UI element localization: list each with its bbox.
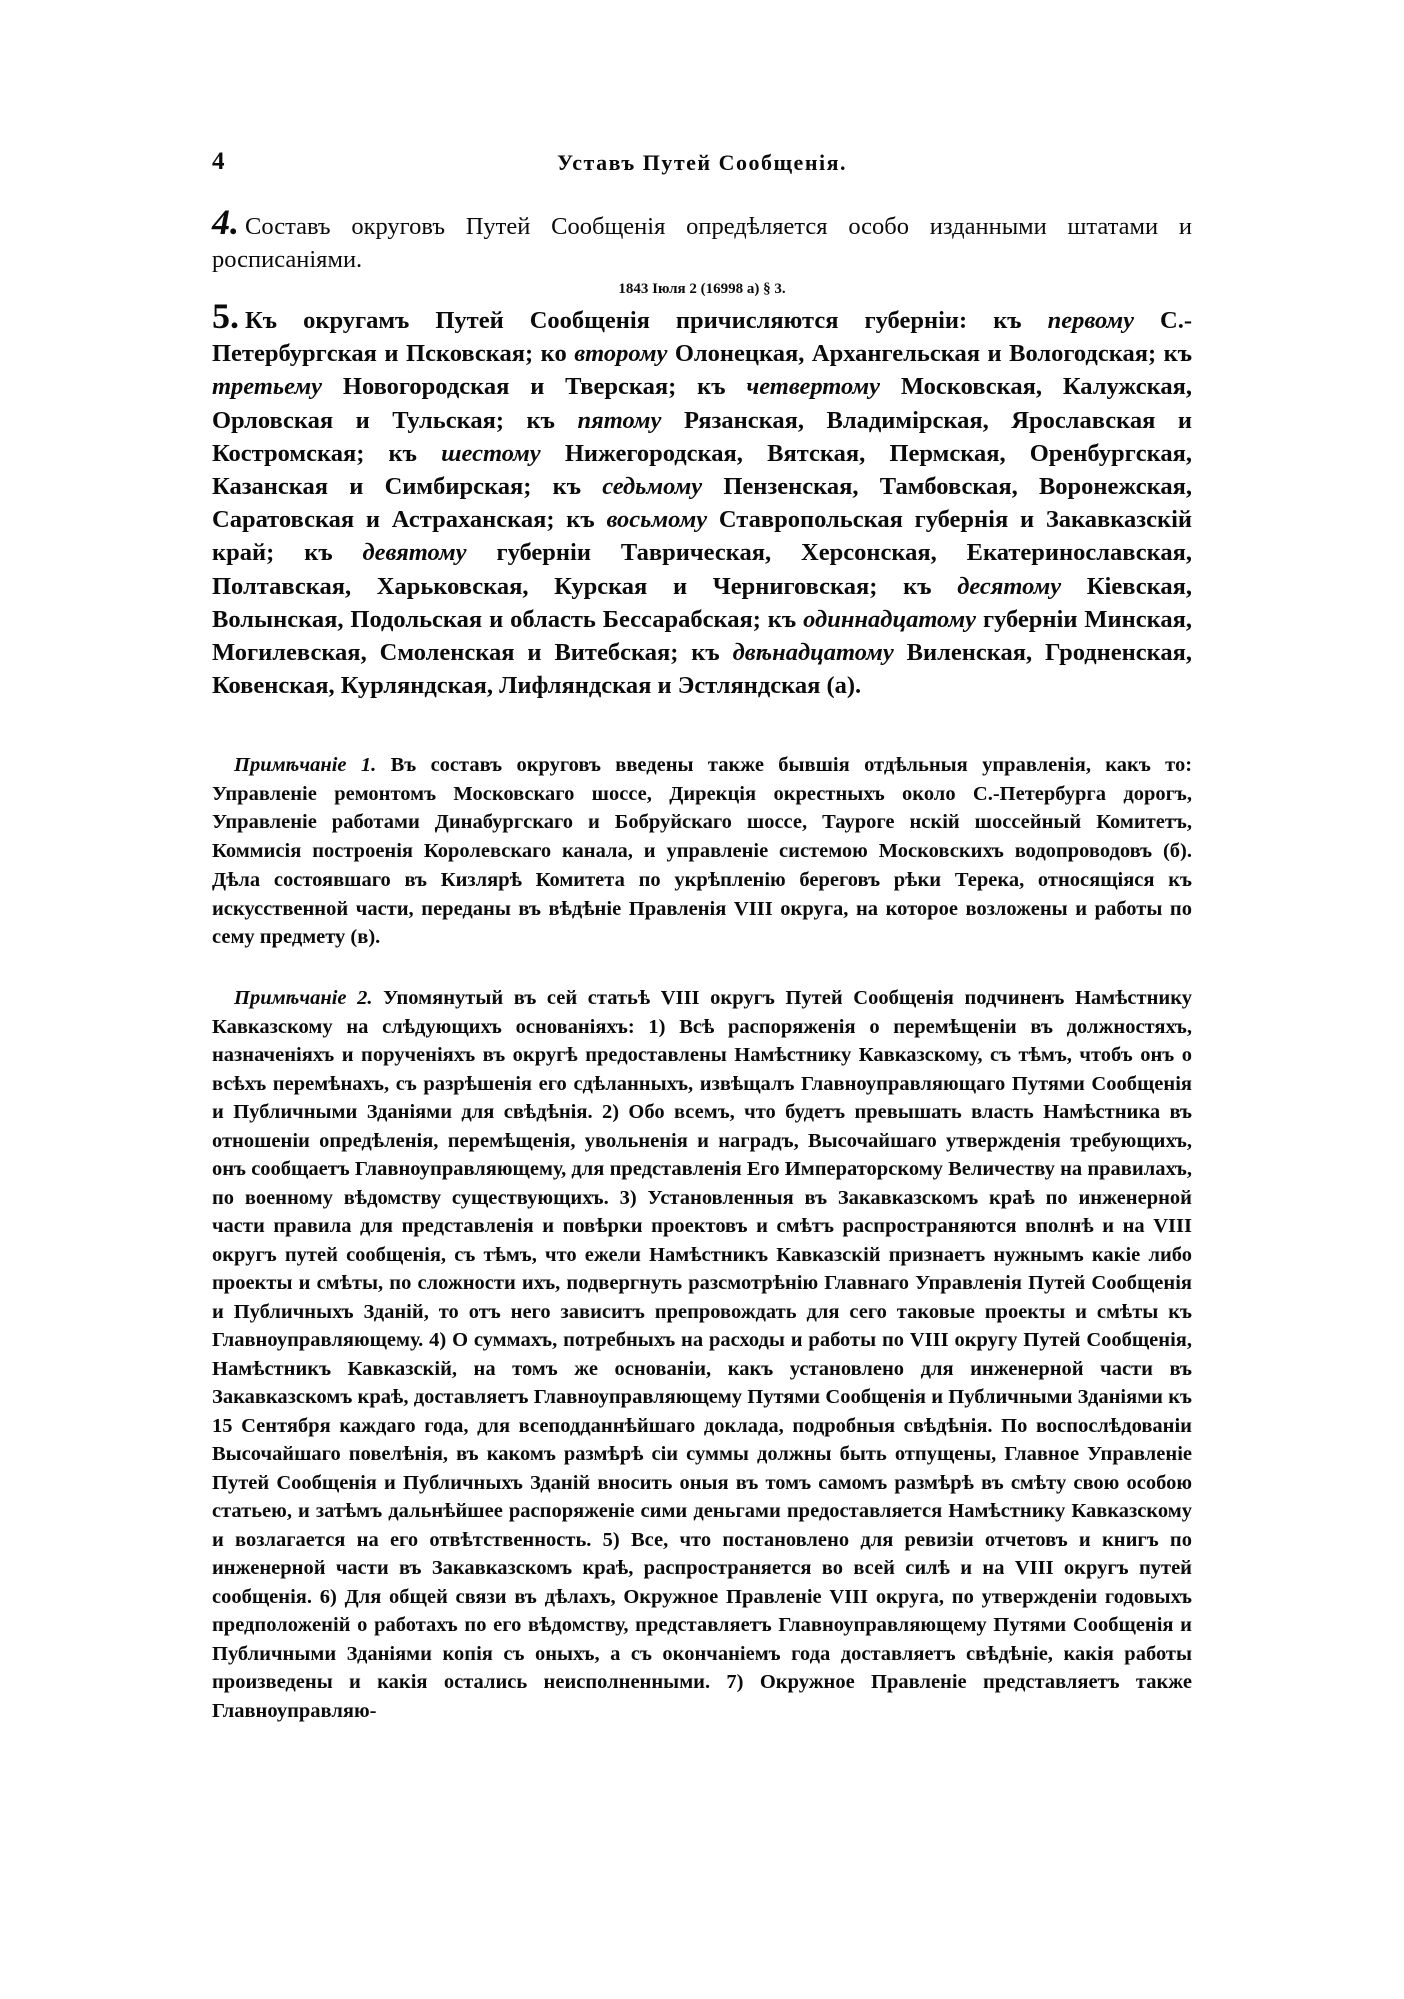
note-1 [212, 751, 1192, 952]
article-text: Виленская, Гродненская, Ковенская, Курляндская, Лифляндская и Эстляндская (а). [212, 639, 1192, 700]
article-text: Рязанская, Владимірская, Ярославская и Костромская; къ [212, 406, 1192, 467]
article-text: Къ округамъ Путей Сообщенія причисляются губерніи: къ [245, 307, 1048, 334]
article-text: Новогородская и Тверская; къ [322, 373, 747, 401]
article-text: Составъ округовъ Путей Сообщенія опредѣляется особо изданными штатами и росписаніями. [212, 213, 1192, 273]
ordinal: девятому [362, 539, 467, 567]
page-number: 4 [212, 148, 225, 175]
running-title: Уставъ Путей Сообщенія. [556, 150, 848, 175]
ordinal: четвертому [746, 373, 881, 401]
article-text: Нижегородская, Вятская, Пермская, Оренбургская, Казанская и Симбирская; къ [212, 439, 1192, 501]
article-4 [212, 202, 1192, 276]
note-text: Упомянутый въ сей статьѣ VIII округъ Путей Сообщенія подчиненъ Намѣстнику Кавказскому на слѣдующихъ основаніяхъ: 1) Всѣ распоряженія о перемѣщеніи въ должностяхъ, назначеніяхъ и порученіяхъ въ округѣ предоставлены Намѣстнику Кавказскому, съ тѣмъ, чтобъ онъ о всѣхъ перемѣнахъ, съ разрѣшенія его сдѣланныхъ, извѣщалъ Главноуправляющаго Путями Сообщенія и Публичными Зданіями для свѣдѣнія. 2) Обо всемъ, что будетъ превышать власть Намѣстника въ отношеніи опредѣленія, перемѣщенія, увольненія и наградъ, Высочайшаго утвержденія требующихъ, онъ сообщаетъ Главноуправляющему, для представленія Его [212, 987, 1192, 1180]
note-label: Примѣчаніе 1. [234, 754, 377, 776]
ordinal: третьему [212, 373, 323, 401]
note-2 [212, 984, 1192, 1725]
article-text: Московская, Калужская, Орловская и Тульская; къ [212, 373, 1192, 434]
article-text: С.-Петербургская и Псковская; ко [212, 307, 1192, 368]
article-number: 4. [212, 202, 239, 242]
article-number: 5. [212, 296, 239, 336]
ordinal: двѣнадцатому [732, 639, 894, 667]
ordinal: шестому [441, 439, 541, 467]
note-text: на правилахъ, по военному вѣдомству существующихъ. 3) Установленныя въ Закавказскомъ краѣ по инженерной части правила для представленія и повѣрки проектовъ и смѣтъ распространяются вполнѣ и на VIII округъ путей сообщенія, съ тѣмъ, что ежели Намѣстникъ Кавказскій признаетъ нужнымъ какіе либо проекты и смѣты, по сложности ихъ, подвергнуть разсмотрѣнію Главнаго Управленія Путей Сообщенія и Публичныхъ Зданій, то отъ него зависитъ препровождать для сего таковые проекты и смѣты къ Главноуправляющему. 4) О суммахъ, потребныхъ на расходы и работы по VIII округу Путей Сообщенія, Намѣстникъ Кавказскій, на томъ же основаніи, какъ установлено для инженерной части въ Закавказскомъ краѣ, доставляетъ Главноуправляющему Путями Сообщенія и Публичными Зданіями къ 15 Сентября каждаго года, для всеподданнѣйшаго доклада, подробныя свѣдѣнія. По воспослѣдованіи Высочайшаго повелѣнія, въ какомъ размѣрѣ сіи суммы должны быть отпущены, Главное Управленіе Путей Сообщенія и Публичныхъ Зданій вносить оныя въ томъ самомъ размѣрѣ въ смѣту свою особою статьею, и затѣмъ дальнѣйшее распоряженіе сими деньгами предоставляется Намѣстнику Кавказскому и возлагается на его отвѣтственность. 5) Все, что постановлено для ревизіи отчетовъ и книгъ по инженерной части въ Закавказскомъ краѣ, распространяется во всей силѣ и на VIII округъ путей сообщенія. 6) Для общей связи въ дѣлахъ, Окружное Правленіе VIII округа, по утвержденіи годовыхъ предположеній о работахъ по его вѣдомству, представляетъ Главноуправляющему Путями Сообщенія и Публичными Зданіями копія съ оныхъ, а съ окончаніемъ года доставляетъ свѣдѣніе, какія работы произведены и какія остались неисполненными. 7) Окружное Правленіе представляетъ также Главноуправляю- [212, 1158, 1192, 1722]
article-text: Пензенская, Тамбовская, Воронежская, Саратовская и Астраханская; къ [212, 473, 1192, 534]
note-label: Примѣчаніе 2. [234, 987, 373, 1009]
ordinal: седьмому [602, 473, 703, 501]
article-text: Ставропольская губернія и Закавказскій край; къ [212, 506, 1192, 567]
article-5 [212, 296, 1193, 702]
ordinal: десятому [957, 572, 1062, 600]
article-text: Кіевская, Волынская, Подольская и область Бессарабская; къ [212, 572, 1193, 633]
ordinal: второму [574, 340, 668, 368]
running-header [212, 148, 1192, 180]
ordinal: восьмому [606, 506, 708, 534]
note-text: Въ составъ округовъ введены также бывшія отдѣльныя управленія, какъ то: Управленіе ремонтомъ Московскаго шоссе, Дирекція окрестныхъ около С.-Петербурга дорогъ, Управленіе работами Динабургскаго и Бобруйскаго шоссе, Тауроге нскій шоссейный Комитетъ, Коммисія построенія Королевскаго канала, и управленіе системою Московскихъ водопроводовъ (б). Дѣла состоявшаго въ Кизлярѣ Комитета по укрѣпленію береговъ рѣки Терека, относящіяся къ искусственной части, переданы въ вѣдѣніе Правленія VIII округа, на которое возложены и работы по сему предмету (в). [212, 754, 1193, 949]
source-citation: 1843 Іюля 2 (16998 а) § 3. [618, 281, 786, 297]
ordinal: первому [1047, 307, 1134, 334]
article-text: губерніи Минская, Могилевская, Смоленская и Витебская; къ [212, 605, 1192, 667]
article-text: губерніи Таврическая, Херсонская, Екатеринославская, Полтавская, Харьковская, Курская и Черниговская; къ [212, 539, 1192, 600]
article-text: Олонецкая, Архангельская и Вологодская; къ [667, 340, 1192, 368]
ordinal: одиннадцатому [803, 605, 977, 633]
spaced-title: Императорскому Величеству [784, 1158, 1055, 1180]
ordinal: пятому [577, 406, 662, 434]
